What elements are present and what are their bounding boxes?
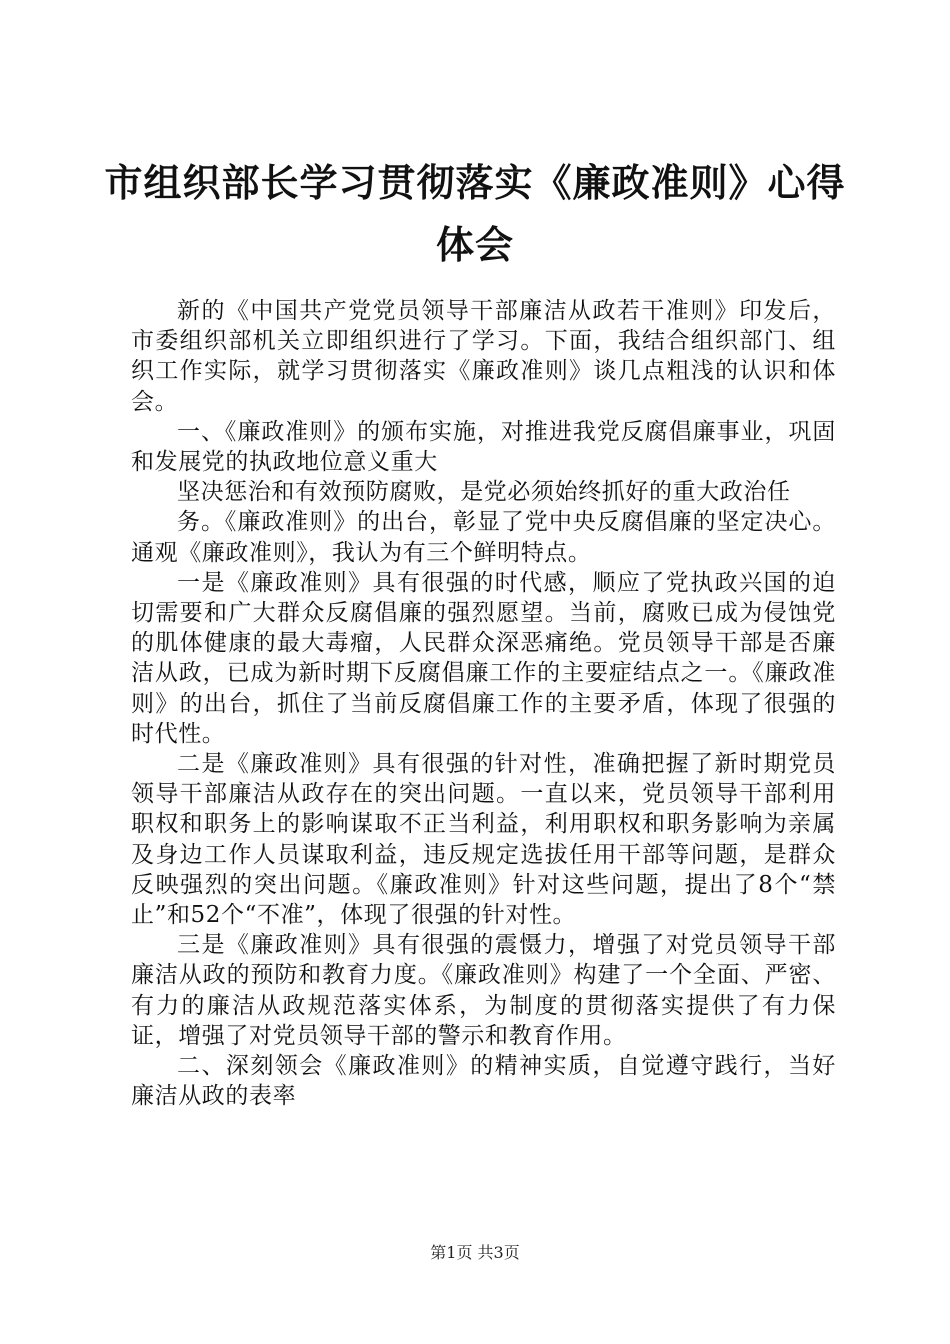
paragraph: 三是《廉政准则》具有很强的震慑力，增强了对党员领导干部廉洁从政的预防和教育力度。《廉政准则》构建了一个全面、严密、有力的廉洁从政规范落实体系，为制度的贯彻落实提供了有力保证，增强了对党员领导干部的警示和教育作用。 [131,932,836,1049]
section-heading: 一、《廉政准则》的颁布实施，对推进我党反腐倡廉事业，巩固和发展党的执政地位意义重大 [131,418,836,476]
section-heading: 二、深刻领会《廉政准则》的精神实质，自觉遵守践行，当好廉洁从政的表率 [131,1053,836,1110]
paragraph: 二是《廉政准则》具有很强的针对性，准确把握了新时期党员领导干部廉洁从政存在的突出问题。一直以来，党员领导干部利用职权和职务上的影响谋取不正当利益，利用职权和职务影响为亲属及身边工作人员谋取利益，违反规定选拔任用干部等问题，是群众反映强烈的突出问题。《廉政准则》针对这些问题，提出了8个“禁止”和52个“不准”，体现了很强的针对性。 [131,751,836,929]
page-number-footer: 第1页 共3页 [430,1243,520,1262]
paragraph: 务。《廉政准则》的出台，彰显了党中央反腐倡廉的坚定决心。通观《廉政准则》，我认为有三个鲜明特点。 [131,509,836,566]
document-title: 市组织部长学习贯彻落实《廉政准则》心得体会 [104,160,846,267]
paragraph: 一是《廉政准则》具有很强的时代感，顺应了党执政兴国的迫切需要和广大群众反腐倡廉的强烈愿望。当前，腐败已成为侵蚀党的肌体健康的最大毒瘤，人民群众深恶痛绝。党员领导干部是否廉洁从政，已成为新时期下反腐倡廉工作的主要症结点之一。《廉政准则》的出台，抓住了当前反腐倡廉工作的主要矛盾，体现了很强的时代性。 [131,569,836,747]
paragraph: 新的《中国共产党党员领导干部廉洁从政若干准则》印发后，市委组织部机关立即组织进行了学习。下面，我结合组织部门、组织工作实际，就学习贯彻落实《廉政准则》谈几点粗浅的认识和体会。 [131,298,836,415]
paragraph: 坚决惩治和有效预防腐败，是党必须始终抓好的重大政治任 [177,479,791,506]
document-body [131,296,836,1111]
